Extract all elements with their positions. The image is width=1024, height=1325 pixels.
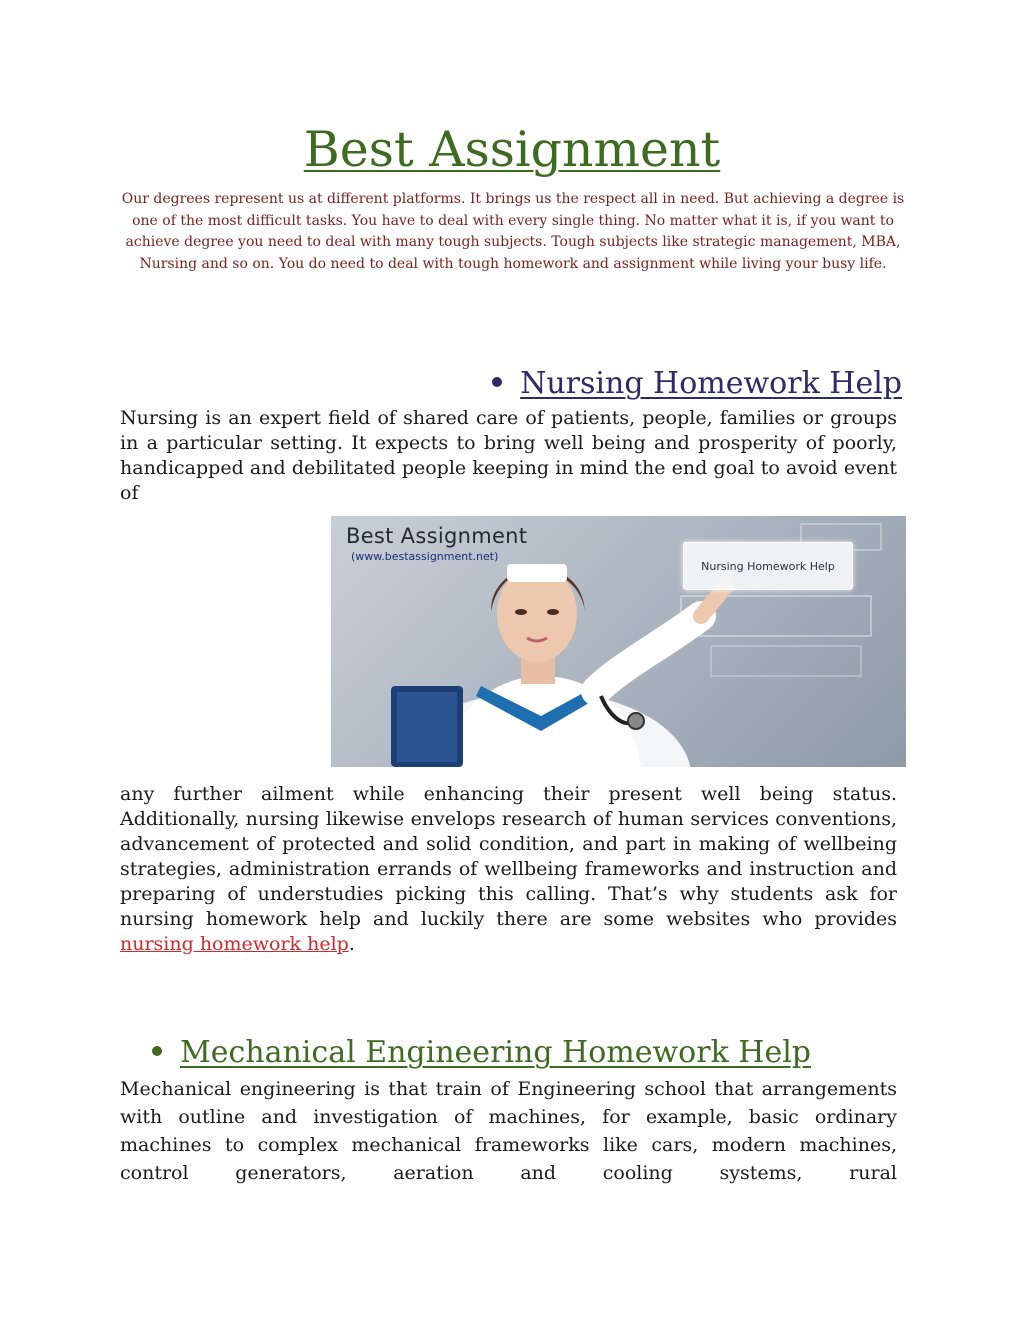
nursing-promo-image xyxy=(331,516,906,767)
bullet-icon xyxy=(152,1046,162,1056)
page-title: Best Assignment xyxy=(303,121,721,178)
nursing-paragraph-1: Nursing is an expert field of shared care of patients, people, families or groups in a particular setting. It expects to bring well being and prosperity of poorly, handicapped and debilitated people keeping in mind the end goal to avoid event of xyxy=(120,407,897,504)
intro-paragraph: Our degrees represent us at different platforms. It brings us the respect all in need. But achieving a degree is one of the most difficult tasks. You have to deal with every single thing. No matter what it is, if you want to achieve degree you need to deal with many tough subjects. Tough subjects like strategic management, MBA, Nursing and so on. You do need to deal with tough homework and assignment while living your busy life. xyxy=(121,191,905,272)
nursing-paragraph-2-text: any further ailment while enhancing their present well being status. Additionally, nursing likewise envelops research of human services conventions, advancement of protected and solid condition, and part in making of wellbeing strategies, administration errands of wellbeing frameworks and instruction and preparing of understudies picking this calling. That’s why students ask for nursing homework help and luckily there are some websites who provides xyxy=(120,783,897,930)
nursing-paragraph-2 xyxy=(120,782,897,957)
nursing-section-heading xyxy=(492,364,902,404)
bullet-icon xyxy=(492,377,502,387)
nursing-heading-label: Nursing Homework Help xyxy=(520,366,902,401)
nursing-homework-help-link[interactable]: nursing homework help xyxy=(120,933,349,955)
promo-brand: Best Assignment xyxy=(346,524,528,548)
promo-callout: Nursing Homework Help xyxy=(683,542,853,590)
mechanical-section-heading xyxy=(152,1033,811,1073)
mechanical-paragraph: Mechanical engineering is that train of Engineering school that arrangements with outline and investigation of machines, for example, basic ordinary machines to complex mechanical frameworks like cars, modern machines, control generators, aeration and cooling systems, rural xyxy=(120,1078,897,1184)
nursing-paragraph-2-end: . xyxy=(348,933,355,955)
promo-url: (www.bestassignment.net) xyxy=(351,550,499,563)
mechanical-heading-label: Mechanical Engineering Homework Help xyxy=(180,1035,811,1070)
